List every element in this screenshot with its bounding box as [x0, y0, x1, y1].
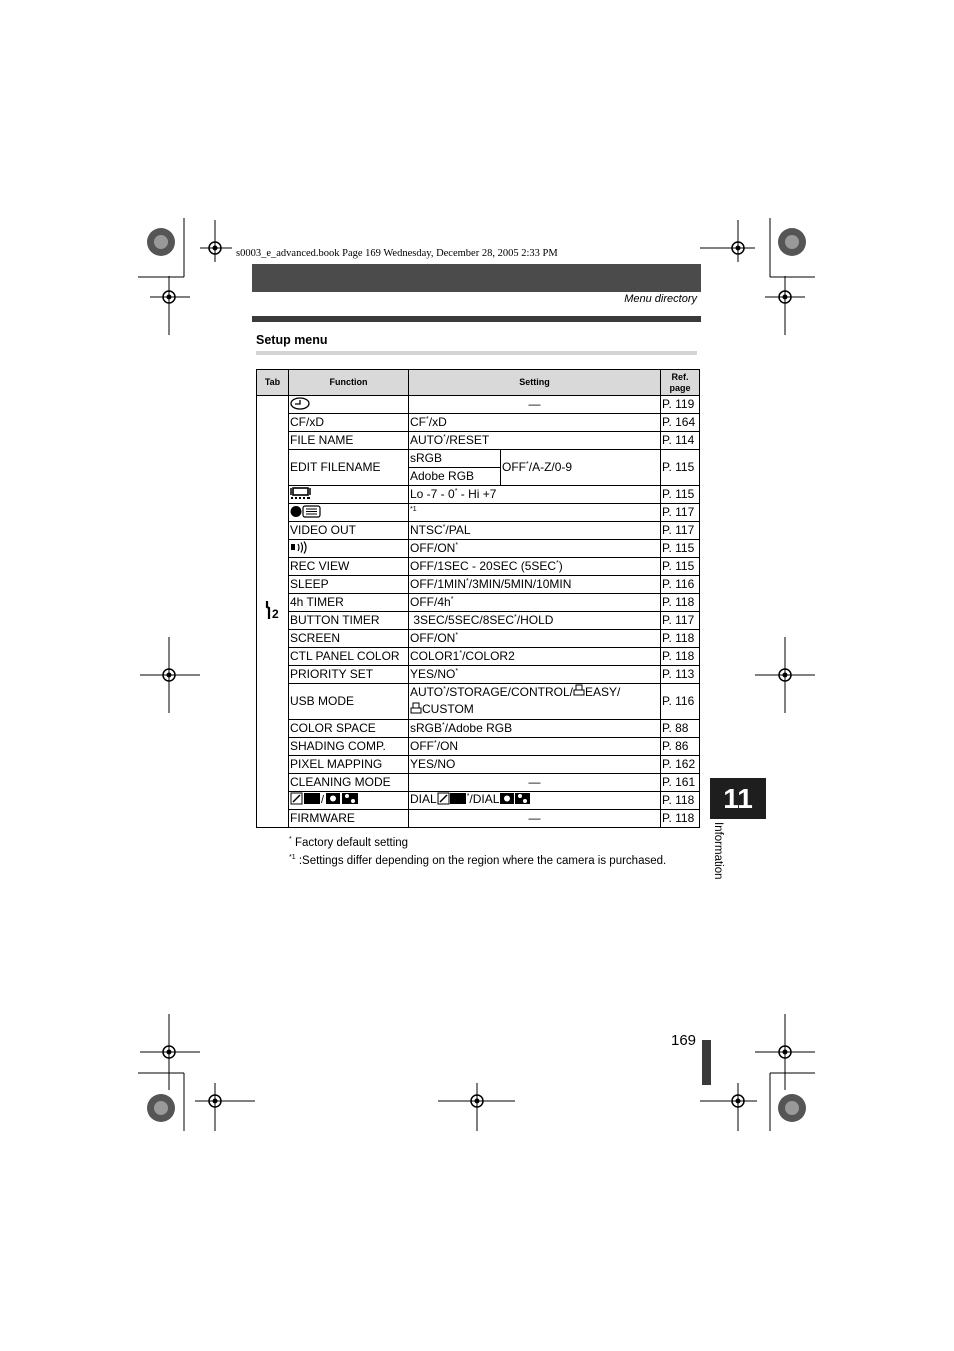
ref-cell: P. 114: [661, 432, 700, 450]
table-row: [257, 504, 700, 522]
ref-cell: P. 115: [661, 450, 700, 486]
function-cell: BUTTON TIMER: [289, 612, 409, 630]
function-cell: EDIT FILENAME: [289, 450, 409, 486]
header-bar: [252, 264, 701, 292]
function-cell: SHADING COMP.: [289, 737, 409, 755]
table-row: [257, 755, 700, 773]
ref-cell: P. 117: [661, 504, 700, 522]
setup-menu-table: [256, 369, 700, 828]
table-row: [257, 809, 700, 827]
function-cell: REC VIEW: [289, 558, 409, 576]
function-cell: [289, 504, 409, 522]
function-cell: CF/xD: [289, 414, 409, 432]
setting-cell: NTSC*/PAL: [409, 522, 661, 540]
svg-text:/: /: [321, 794, 325, 806]
table-row: [257, 684, 700, 720]
setting-cell: sRGB*/Adobe RGB: [409, 719, 661, 737]
table-row: [257, 576, 700, 594]
table-row: [257, 594, 700, 612]
ref-cell: P. 88: [661, 719, 700, 737]
tab-cell: [257, 396, 289, 828]
ref-cell: P. 116: [661, 576, 700, 594]
setting-cell: YES/NO*: [409, 666, 661, 684]
ref-cell: P. 115: [661, 558, 700, 576]
header-setting: Setting: [409, 370, 661, 396]
setting-cell: OFF*/ON: [409, 737, 661, 755]
clock-icon: [290, 397, 310, 413]
header-tab: Tab: [257, 370, 289, 396]
ref-cell: P. 118: [661, 594, 700, 612]
dial-mode-icon: [437, 792, 467, 808]
function-cell: COLOR SPACE: [289, 719, 409, 737]
setting-cell: —: [409, 396, 661, 414]
ref-cell: P. 117: [661, 522, 700, 540]
function-cell: VIDEO OUT: [289, 522, 409, 540]
factory-default-note: * Factory default setting: [289, 836, 409, 849]
setting-cell: CF*/xD: [409, 414, 661, 432]
ref-cell: P. 116: [661, 684, 700, 720]
ref-cell: P. 119: [661, 396, 700, 414]
table-row: [257, 773, 700, 791]
table-row: [257, 414, 700, 432]
setting-cell: OFF/ON*: [409, 630, 661, 648]
table-header-row: [257, 370, 700, 396]
table-row: [257, 558, 700, 576]
table-row: [257, 522, 700, 540]
chapter-label: Information: [712, 822, 724, 880]
ref-cell: P. 162: [661, 755, 700, 773]
function-cell: FILE NAME: [289, 432, 409, 450]
header-function: Function: [289, 370, 409, 396]
setting-cell: OFF/1SEC - 20SEC (5SEC*): [409, 558, 661, 576]
function-cell: 4h TIMER: [289, 594, 409, 612]
table-row: [257, 791, 700, 809]
setting-cell: AUTO*/RESET: [409, 432, 661, 450]
table-row: [257, 396, 700, 414]
printer-icon: [573, 684, 585, 701]
header-ref-page: Ref. page: [661, 370, 700, 396]
function-cell: CTL PANEL COLOR: [289, 648, 409, 666]
ref-cell: P. 164: [661, 414, 700, 432]
ref-cell: P. 118: [661, 648, 700, 666]
table-row: [257, 612, 700, 630]
setting-cell: —: [409, 809, 661, 827]
ref-cell: P. 118: [661, 809, 700, 827]
region-footnote: $^{*1}$ :Settings differ depending on the region where the camera is purchased.: [289, 854, 667, 867]
function-cell: FIRMWARE: [289, 809, 409, 827]
table-row: [257, 486, 700, 504]
dial-mode-icons: [290, 792, 360, 808]
setting-cell: OFF/ON*: [409, 540, 661, 558]
ref-cell: P. 115: [661, 486, 700, 504]
table-row: [257, 737, 700, 755]
ref-cell: P. 113: [661, 666, 700, 684]
dial-mode-icon: [499, 792, 531, 808]
section-title: Setup menu: [256, 333, 328, 347]
page-number: 169: [671, 1032, 697, 1049]
color-space-cell: Adobe RGB: [409, 468, 501, 486]
ref-cell: P. 86: [661, 737, 700, 755]
function-cell: PIXEL MAPPING: [289, 755, 409, 773]
setting-cell: AUTO*/STORAGE/CONTROL/ EASY/ CUSTOM: [409, 684, 661, 720]
function-cell: [289, 486, 409, 504]
setting-cell: 3SEC/5SEC/8SEC*/HOLD: [409, 612, 661, 630]
monitor-brightness-icon: [290, 487, 312, 503]
function-cell: USB MODE: [289, 684, 409, 720]
setting-cell: OFF/1MIN*/3MIN/5MIN/10MIN: [409, 576, 661, 594]
print-header: s0003_e_advanced.book Page 169 Wednesday, December 28, 2005 2:33 PM: [236, 248, 558, 259]
table-row: [257, 432, 700, 450]
ref-cell: P. 118: [661, 630, 700, 648]
function-cell: PRIORITY SET: [289, 666, 409, 684]
table-row: [257, 666, 700, 684]
wrench-2-icon: [264, 600, 282, 623]
function-cell: [289, 396, 409, 414]
table-row: [257, 540, 700, 558]
svg-text:2: 2: [271, 606, 279, 620]
ref-cell: P. 161: [661, 773, 700, 791]
setting-cell: DIAL */DIAL: [409, 791, 661, 809]
function-cell: SCREEN: [289, 630, 409, 648]
function-cell: [289, 540, 409, 558]
setting-cell: OFF*/A-Z/0-9: [501, 450, 661, 486]
setting-cell: COLOR1*/COLOR2: [409, 648, 661, 666]
setting-cell: Lo -7 - 0* - Hi +7: [409, 486, 661, 504]
table-row: [257, 630, 700, 648]
printer-icon: [410, 702, 422, 719]
function-cell: SLEEP: [289, 576, 409, 594]
ref-cell: P. 117: [661, 612, 700, 630]
setting-cell: *1: [409, 504, 661, 522]
ref-cell: P. 115: [661, 540, 700, 558]
setting-cell: YES/NO: [409, 755, 661, 773]
section-rule: [256, 351, 697, 355]
table-row: [257, 648, 700, 666]
function-cell: [289, 791, 409, 809]
header-rule: [252, 316, 701, 322]
color-space-cell: sRGB: [409, 450, 501, 468]
ref-cell: P. 118: [661, 791, 700, 809]
setting-cell: —: [409, 773, 661, 791]
beep-icon: [290, 541, 308, 557]
page-number-bar: [702, 1040, 711, 1085]
running-header: Menu directory: [624, 293, 697, 305]
function-cell: CLEANING MODE: [289, 773, 409, 791]
table-row: [257, 450, 700, 468]
setting-cell: OFF/4h*: [409, 594, 661, 612]
language-icon: [290, 505, 322, 521]
chapter-number: 11: [710, 778, 766, 819]
table-row: [257, 719, 700, 737]
